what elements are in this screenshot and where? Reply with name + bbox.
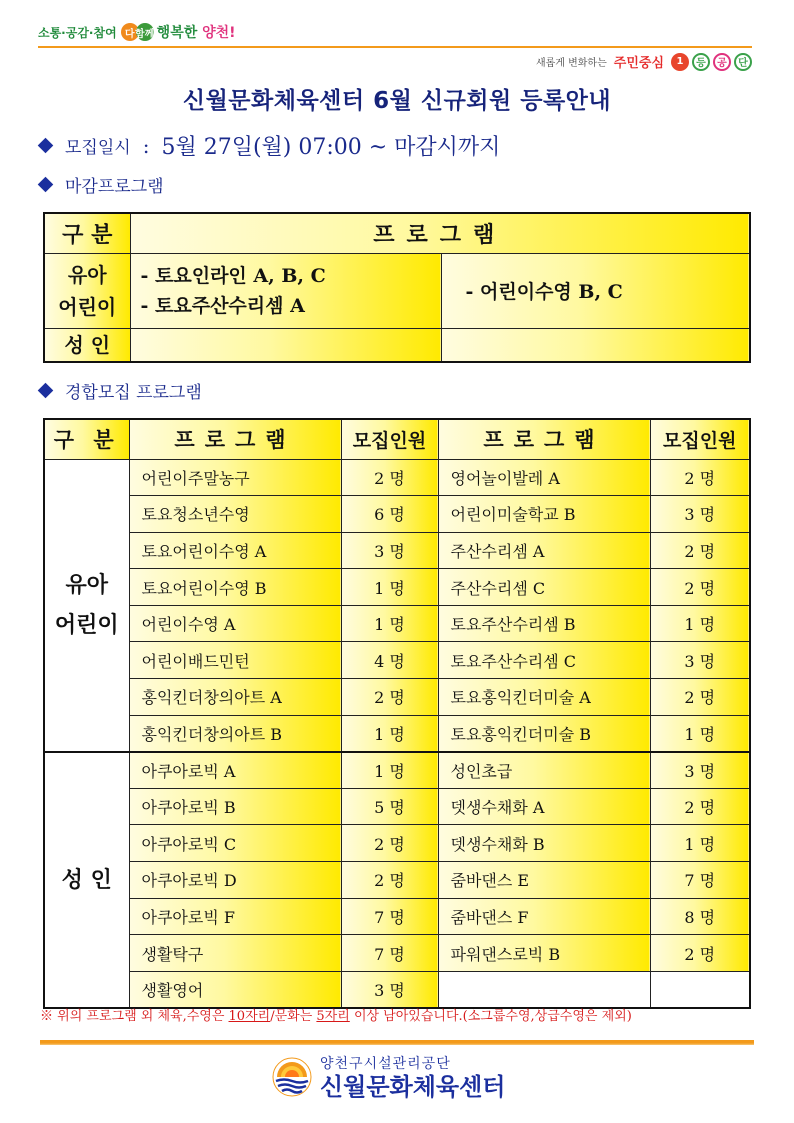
program-count: 2 명 [650, 935, 750, 972]
program-name: 토요청소년수영 [129, 496, 341, 533]
diamond-bullet-icon [38, 177, 54, 193]
closed-row-children [44, 253, 750, 328]
program-count: 2 명 [650, 532, 750, 569]
recruit-value: 5월 27일(월) 07:00 ~ 마감시까지 [161, 135, 501, 160]
footnote [40, 1005, 632, 1024]
diamond-bullet-icon [38, 383, 54, 399]
footer [272, 1053, 505, 1101]
footnote-text-3: 이상 남아있습니다.(소그룹수영,상급수영은 제외) [353, 1009, 632, 1024]
closed-header-program: 프로그램 [130, 213, 750, 253]
open-header-program-2: 프로그램 [438, 419, 650, 459]
recruit-label: 모집일시 [65, 138, 131, 158]
header-slogan [38, 20, 236, 44]
program-name-empty [438, 971, 650, 1008]
right-slogan-main: 주민중심 [613, 56, 664, 71]
table-row [44, 569, 750, 606]
table-row [44, 605, 750, 642]
open-header-gubun: 구 분 [44, 419, 129, 459]
program-name: 아쿠아로빅 A [129, 752, 341, 789]
table-row [44, 679, 750, 716]
program-name: 생활영어 [129, 971, 341, 1008]
program-name: 생활탁구 [129, 935, 341, 972]
program-name: 어린이수영 A [129, 605, 341, 642]
program-name: 토요어린이수영 B [129, 569, 341, 606]
table-row [44, 642, 750, 679]
program-name: 어린이미술학교 B [438, 496, 650, 533]
sun-wave-logo-icon [272, 1057, 312, 1097]
slogan-logo-ham: 함께 [136, 23, 154, 41]
program-name: 어린이주말농구 [129, 459, 341, 496]
program-count: 3 명 [341, 532, 438, 569]
program-count: 8 명 [650, 898, 750, 935]
closed-adult-left [130, 328, 441, 362]
program-name: 토요홍익킨더미술 B [438, 715, 650, 752]
closed-programs-table [43, 212, 751, 363]
program-count-empty [650, 971, 750, 1008]
table-row [44, 496, 750, 533]
open-heading: 경합모집 프로그램 [65, 383, 202, 403]
table-row [44, 935, 750, 972]
program-name: 성인초급 [438, 752, 650, 789]
program-count: 2 명 [650, 459, 750, 496]
program-name: 아쿠아로빅 F [129, 898, 341, 935]
table-row [44, 825, 750, 862]
program-count: 2 명 [341, 862, 438, 899]
program-name: 아쿠아로빅 C [129, 825, 341, 862]
program-name: 주산수리셈 A [438, 532, 650, 569]
closed-programs-right: - 어린이수영 B, C [441, 253, 750, 328]
closed-category-children [44, 253, 130, 328]
right-slogan-circle-1: 1 [671, 53, 689, 71]
footnote-sports-seats: 10자리 [228, 1009, 271, 1024]
open-category-children [44, 459, 129, 752]
table-row [44, 532, 750, 569]
open-header-count-1: 모집인원 [341, 419, 438, 459]
program-name: 줌바댄스 F [438, 898, 650, 935]
open-heading-row [40, 378, 202, 403]
program-count: 1 명 [650, 825, 750, 862]
slogan-happy-text: 행복한 [156, 25, 198, 41]
program-name: 토요주산수리셈 B [438, 605, 650, 642]
program-count: 3 명 [650, 752, 750, 789]
program-name: 영어놀이발레 A [438, 459, 650, 496]
page-title: 신월문화체육센터 6월 신규회원 등록안내 [182, 88, 612, 114]
program-name: 토요홍익킨더미술 A [438, 679, 650, 716]
program-count: 2 명 [341, 825, 438, 862]
closed-heading-row [40, 172, 164, 197]
program-count: 2 명 [341, 679, 438, 716]
program-name: 아쿠아로빅 B [129, 788, 341, 825]
program-name: 뎃생수채화 A [438, 788, 650, 825]
program-name: 홍익킨더창의아트 B [129, 715, 341, 752]
program-count: 1 명 [341, 752, 438, 789]
program-count: 7 명 [650, 862, 750, 899]
right-slogan-circle-2: 등 [692, 53, 710, 71]
footnote-text-1: 위의 프로그램 외 체육,수영은 [57, 1009, 225, 1024]
program-name: 어린이배드민턴 [129, 642, 341, 679]
slogan-city: 양천! [202, 25, 236, 41]
program-count: 7 명 [341, 935, 438, 972]
slogan-happy [157, 22, 236, 42]
slogan-logo [121, 23, 154, 41]
program-count: 3 명 [650, 496, 750, 533]
program-count: 1 명 [341, 569, 438, 606]
closed-program-item: - 토요주산수리셈 A [140, 294, 305, 317]
closed-table-header [44, 213, 750, 253]
footnote-mark: ※ [40, 1009, 54, 1024]
program-name: 토요어린이수영 A [129, 532, 341, 569]
program-count: 7 명 [341, 898, 438, 935]
table-row [44, 862, 750, 899]
program-count: 2 명 [341, 459, 438, 496]
recruit-date-row [40, 130, 500, 161]
footer-center: 신월문화체육센터 [320, 1073, 506, 1101]
open-programs-table [43, 418, 751, 1009]
category-line: 유아 [65, 572, 108, 599]
program-name: 토요주산수리셈 C [438, 642, 650, 679]
footer-text [320, 1053, 505, 1101]
program-count: 2 명 [650, 679, 750, 716]
table-row [44, 971, 750, 1008]
recruit-separator: : [142, 133, 150, 158]
open-table-header [44, 419, 750, 459]
table-row [44, 715, 750, 752]
table-row [44, 459, 750, 496]
program-name: 뎃생수채화 B [438, 825, 650, 862]
right-slogan [536, 52, 752, 71]
closed-row-adult [44, 328, 750, 362]
category-line: 어린이 [58, 294, 117, 319]
slogan-prefix: 소통·공감·참여 [38, 25, 117, 40]
footer-divider [40, 1040, 754, 1045]
program-count: 3 명 [650, 642, 750, 679]
program-count: 2 명 [650, 569, 750, 606]
program-count: 6 명 [341, 496, 438, 533]
program-count: 3 명 [341, 971, 438, 1008]
program-name: 줌바댄스 E [438, 862, 650, 899]
program-count: 1 명 [341, 605, 438, 642]
program-count: 4 명 [341, 642, 438, 679]
open-category-adult: 성 인 [44, 752, 129, 1008]
program-count: 5 명 [341, 788, 438, 825]
program-count: 1 명 [650, 605, 750, 642]
category-line: 어린이 [54, 612, 119, 639]
diamond-bullet-icon [38, 138, 54, 154]
program-name: 주산수리셈 C [438, 569, 650, 606]
footnote-culture-seats: 5자리 [316, 1009, 350, 1024]
closed-header-gubun: 구 분 [44, 213, 130, 253]
header-divider [38, 46, 752, 48]
open-header-count-2: 모집인원 [650, 419, 750, 459]
program-count: 2 명 [650, 788, 750, 825]
program-name: 파워댄스로빅 B [438, 935, 650, 972]
closed-category-adult: 성 인 [44, 328, 130, 362]
program-count: 1 명 [341, 715, 438, 752]
table-row [44, 752, 750, 789]
closed-program-item: - 토요인라인 A, B, C [140, 264, 326, 287]
program-name: 홍익킨더창의아트 A [129, 679, 341, 716]
open-header-program-1: 프로그램 [129, 419, 341, 459]
slogan-logo-da: 다 [121, 23, 139, 41]
footer-org: 양천구시설관리공단 [320, 1056, 451, 1072]
right-slogan-circle-3: 공 [713, 53, 731, 71]
category-line: 유아 [67, 262, 107, 287]
closed-heading: 마감프로그램 [65, 177, 164, 197]
table-row [44, 788, 750, 825]
right-slogan-small: 새롭게 변화하는 [535, 58, 607, 69]
program-name: 아쿠아로빅 D [129, 862, 341, 899]
table-row [44, 898, 750, 935]
closed-adult-right [441, 328, 750, 362]
program-count: 1 명 [650, 715, 750, 752]
footnote-text-2: /문화는 [270, 1009, 313, 1024]
right-slogan-circle-4: 단 [734, 53, 752, 71]
closed-programs-left [130, 253, 441, 328]
